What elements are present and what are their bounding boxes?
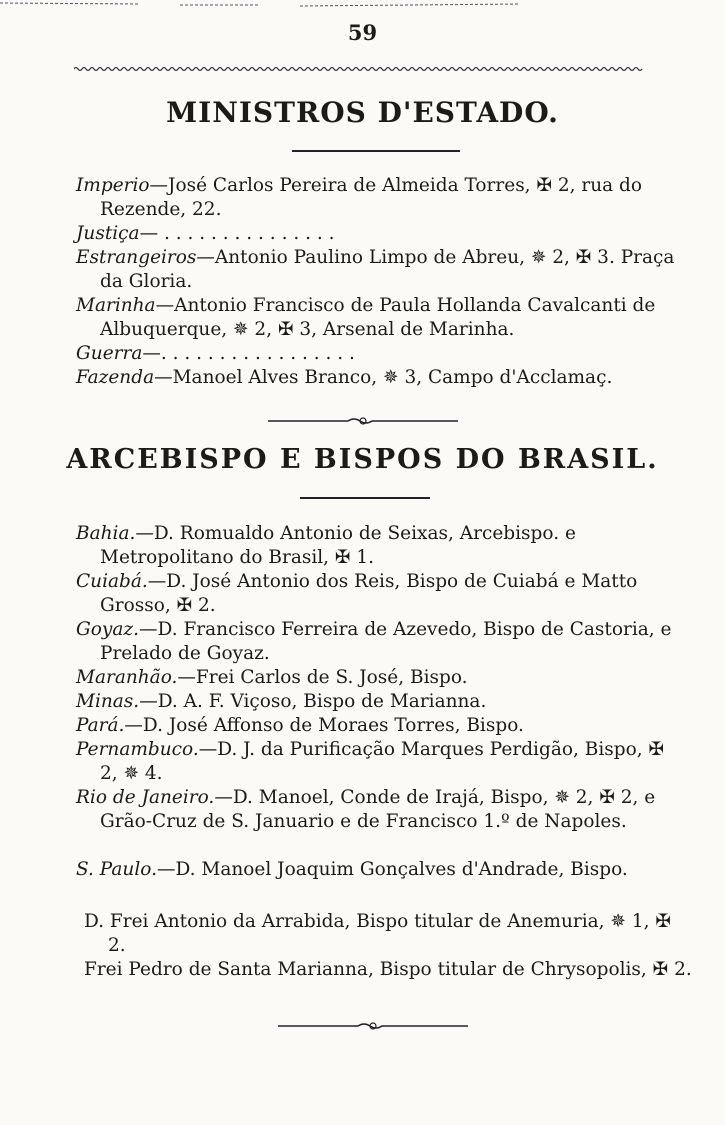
- entry-key: Cuiabá.: [76, 571, 148, 592]
- entry-text: —D. Francisco Ferreira de Azevedo, Bispo de Castoria, e Prelado de Goyaz.: [100, 619, 672, 664]
- entry-minas: [76, 690, 685, 714]
- section-title-ministros: MINISTROS D'ESTADO.: [166, 96, 559, 129]
- top-edge-noise: [0, 0, 725, 10]
- entry-text: —D. Romualdo Antonio de Seixas, Arcebispo. e Metropolitano do Brasil, ✠ 1.: [100, 523, 576, 568]
- entry-marinha: [76, 294, 685, 342]
- entry-maranhao: [76, 666, 685, 690]
- entry-justica: [76, 222, 685, 246]
- entry-text: —Manoel Alves Branco, ✵ 3, Campo d'Acclamaç.: [154, 367, 613, 388]
- entry-key: Marinha: [76, 295, 156, 316]
- header-wavy-rule: [74, 65, 654, 73]
- entry-key: Maranhão.: [76, 667, 178, 688]
- entry-key: Goyaz.: [76, 619, 140, 640]
- entry-text: —D. J. da Purificação Marques Perdigão, Bispo, ✠ 2, ✵ 4.: [100, 739, 664, 784]
- entry-text: —D. José Affonso de Moraes Torres, Bispo.: [124, 715, 524, 736]
- entry-goyaz: [76, 618, 685, 666]
- entry-key: Pará.: [76, 715, 125, 736]
- entry-key: Rio de Janeiro.: [76, 787, 215, 808]
- entry-text: — . . . . . . . . . . . . . . .: [139, 223, 335, 244]
- entry-key: Fazenda: [76, 367, 155, 388]
- title-underline: [300, 497, 430, 499]
- entry-key: Bahia.: [76, 523, 136, 544]
- entry-bahia: [76, 522, 685, 570]
- entry-text: —D. Manoel Joaquim Gonçalves d'Andrade, Bispo.: [156, 859, 628, 880]
- entry-fazenda: [76, 366, 685, 390]
- entry-key: Estrangeiros: [76, 247, 197, 268]
- page-number: 59: [347, 20, 378, 45]
- entry-text: —D. A. F. Viçoso, Bispo de Marianna.: [139, 691, 487, 712]
- section-divider-ornament: [268, 414, 458, 428]
- entry-key: Minas.: [76, 691, 140, 712]
- entry-text: —D. Manoel, Conde de Irajá, Bispo, ✵ 2, ✠ 2, e Grão-Cruz de S. Januario e de Francisco 1.º de Napoles.: [100, 787, 656, 832]
- section-title-arcebispo: ARCEBISPO E BISPOS DO BRASIL.: [66, 444, 659, 475]
- title-underline: [292, 150, 460, 152]
- entry-cuiaba: [76, 570, 685, 618]
- entry-imperio: [76, 174, 685, 222]
- entry-para: [76, 714, 685, 738]
- bottom-divider-ornament: [278, 1019, 468, 1033]
- entry-sao-paulo: [76, 858, 685, 882]
- entry-text: —Frei Carlos de S. José, Bispo.: [177, 667, 468, 688]
- entry-key: S. Paulo.: [76, 859, 157, 880]
- entry-pernambuco: [76, 738, 685, 786]
- entry-key: Guerra: [76, 343, 143, 364]
- entry-estrangeiros: [76, 246, 685, 294]
- entry-rio-de-janeiro: [76, 786, 685, 834]
- entry-guerra: [76, 342, 685, 366]
- entry-text: —Antonio Francisco de Paula Hollanda Cavalcanti de Albuquerque, ✵ 2, ✠ 3, Arsenal de Marinha.: [100, 295, 656, 340]
- titular-entry-arrabida: D. Frei Antonio da Arrabida, Bispo titular de Anemuria, ✵ 1, ✠ 2.: [84, 911, 671, 956]
- entry-text: —Antonio Paulino Limpo de Abreu, ✵ 2, ✠ 3. Praça da Gloria.: [100, 247, 675, 292]
- entry-text: —. . . . . . . . . . . . . . . . .: [142, 343, 355, 364]
- entry-text: —José Carlos Pereira de Almeida Torres, ✠ 2, rua do Rezende, 22.: [100, 175, 643, 220]
- entry-key: Pernambuco.: [76, 739, 199, 760]
- titular-entry-santa-marianna: Frei Pedro de Santa Marianna, Bispo titular de Chrysopolis, ✠ 2.: [84, 959, 692, 980]
- entry-text: —D. José Antonio dos Reis, Bispo de Cuiabá e Matto Grosso, ✠ 2.: [100, 571, 638, 616]
- entry-key: Justiça: [76, 223, 140, 244]
- entry-key: Imperio: [76, 175, 150, 196]
